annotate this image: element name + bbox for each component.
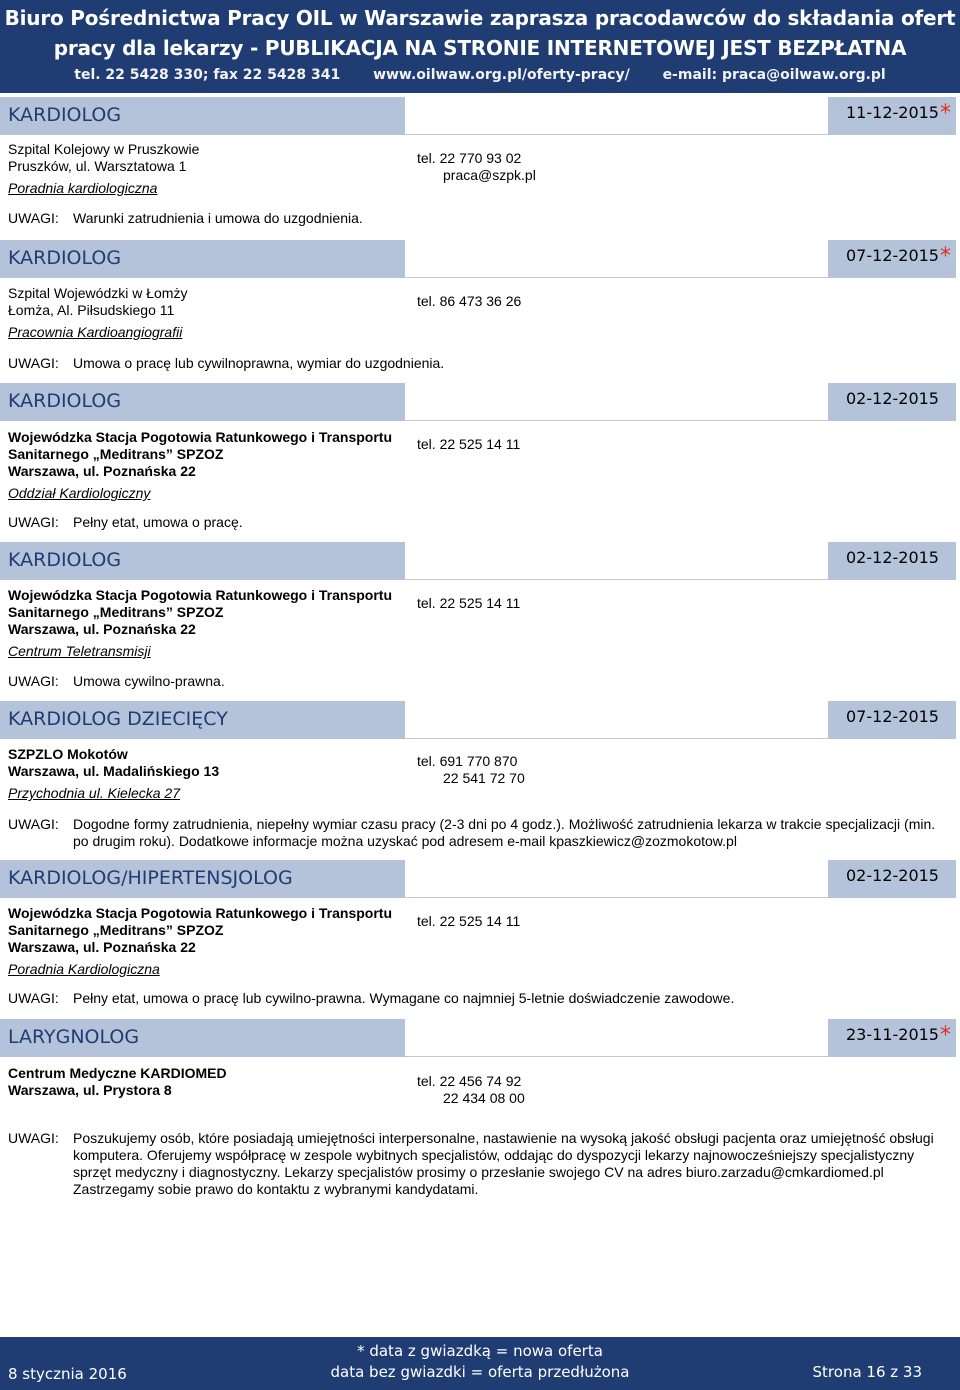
contact: [417, 595, 520, 612]
contact-email[interactable]: praca@szpk.pl: [443, 167, 536, 183]
page-footer: [0, 1337, 960, 1390]
department: Pracownia Kardioangiografii: [8, 324, 183, 340]
contact: [417, 293, 521, 310]
offer-date-text: 07-12-2015: [846, 246, 939, 265]
contact: [417, 913, 520, 930]
legend-old: data bez gwiazdki = oferta przedłużona: [330, 1363, 630, 1381]
employer-line: Sanitarnego „Meditrans” SPZOZ: [8, 922, 224, 938]
contact-phone: tel. 22 525 14 11: [417, 913, 521, 929]
divider: [405, 1056, 828, 1057]
new-offer-star-icon: *: [940, 1023, 951, 1048]
uwagi-text: Poszukujemy osób, które posiadają umiejętności interpersonalne, nastawienie na wysoką jakość obsługi pacjenta oraz umiejętność obsługi komputera. Oferujemy współpracę w zespole wybitnych specjalistów, oddając do dyspozycji lekarzy najnowocześniejszy specjalistyczny sprzęt medyczny i diagnostyczny. Lekarzy specjalistów prosimy o przesłanie swojego CV na adres biuro.zarzadu@cmkardiomed.pl Zastrzegamy sobie prawo do kontaktu z wybranymi kandydatami.: [73, 1130, 934, 1197]
header-email[interactable]: e-mail: praca@oilwaw.org.pl: [662, 67, 886, 83]
offer-date: [828, 383, 956, 421]
divider: [405, 134, 828, 135]
uwagi-text: Dogodne formy zatrudnienia, niepełny wymiar czasu pracy (2-3 dni po 4 godz.). Możliwość zatrudnienia lekarza w trakcie specjalizacji (min. po drugim roku). Dodatkowe informacje można uzyskać pod adresem e-mail kpaszkiewicz@zozmokotow.pl: [73, 816, 936, 849]
page-number: Strona 16 z 33: [812, 1363, 922, 1381]
offer-date: [828, 1019, 956, 1057]
footer-date: 8 stycznia 2016: [8, 1365, 127, 1383]
header-line-1: Biuro Pośrednictwa Pracy OIL w Warszawie zaprasza pracodawców do składania ofert: [4, 6, 956, 30]
employer-line: Łomża, Al. Piłsudskiego 11: [8, 302, 175, 318]
divider: [405, 738, 828, 739]
offer-date-text: 02-12-2015: [846, 548, 939, 567]
divider: [405, 277, 828, 278]
employer-line: Warszawa, ul. Prystora 8: [8, 1082, 172, 1098]
uwagi-text: Warunki zatrudnienia i umowa do uzgodnienia.: [73, 210, 363, 226]
new-offer-star-icon: *: [940, 101, 951, 126]
uwagi-label: UWAGI:: [8, 210, 59, 226]
contact: [417, 150, 536, 184]
employer-line: Szpital Wojewódzki w Łomży: [8, 285, 188, 301]
employer-line: SZPZLO Mokotów: [8, 746, 128, 762]
offer-date-text: 23-11-2015: [846, 1025, 939, 1044]
header-phone: tel. 22 5428 330; fax 22 5428 341: [74, 67, 341, 83]
offer-title: KARDIOLOG: [0, 240, 405, 278]
uwagi-text: Umowa cywilno-prawna.: [73, 673, 225, 689]
uwagi-text: Pełny etat, umowa o pracę.: [73, 514, 243, 530]
department: Oddział Kardiologiczny: [8, 485, 151, 501]
offer-date: [828, 97, 956, 135]
contact-phone: tel. 22 456 74 92: [417, 1073, 522, 1089]
legend-new: * data z gwiazdką = nowa oferta: [357, 1342, 603, 1360]
employer-line: Warszawa, ul. Poznańska 22: [8, 621, 196, 637]
uwagi-label: UWAGI:: [8, 355, 59, 371]
divider: [405, 579, 828, 580]
uwagi-label: UWAGI:: [8, 816, 59, 832]
contact: [417, 436, 520, 453]
new-offer-star-icon: *: [940, 244, 951, 269]
header-contact: [0, 67, 960, 83]
offer-title: KARDIOLOG/HIPERTENSJOLOG: [0, 860, 405, 898]
contact-phone: tel. 22 525 14 11: [417, 595, 521, 611]
contact-phone-2: 22 541 72 70: [443, 770, 525, 786]
offer-date-text: 02-12-2015: [846, 866, 939, 885]
contact-phone: tel. 22 525 14 11: [417, 436, 521, 452]
department: Przychodnia ul. Kielecka 27: [8, 785, 180, 801]
offer-date-text: 11-12-2015: [846, 103, 939, 122]
employer-line: Sanitarnego „Meditrans” SPZOZ: [8, 604, 224, 620]
offer-title: KARDIOLOG DZIECIĘCY: [0, 701, 405, 739]
offer-title: KARDIOLOG: [0, 542, 405, 580]
uwagi-text: Umowa o pracę lub cywilnoprawna, wymiar do uzgodnienia.: [73, 355, 445, 371]
offer-date-text: 07-12-2015: [846, 707, 939, 726]
contact-phone: tel. 22 770 93 02: [417, 150, 522, 166]
employer-line: Warszawa, ul. Poznańska 22: [8, 463, 196, 479]
uwagi-label: UWAGI:: [8, 514, 59, 530]
contact: [417, 753, 525, 787]
employer-line: Wojewódzka Stacja Pogotowia Ratunkowego i Transportu: [8, 587, 393, 603]
employer-line: Centrum Medyczne KARDIOMED: [8, 1065, 227, 1081]
divider: [405, 897, 828, 898]
uwagi-label: UWAGI:: [8, 990, 59, 1006]
divider: [405, 420, 828, 421]
offer-date: [828, 860, 956, 898]
offer-date-text: 02-12-2015: [846, 389, 939, 408]
header-website[interactable]: www.oilwaw.org.pl/oferty-pracy/: [373, 67, 630, 83]
header-line-2: pracy dla lekarzy - PUBLIKACJA NA STRONIE INTERNETOWEJ JEST BEZPŁATNA: [53, 36, 907, 60]
employer-line: Warszawa, ul. Madalińskiego 13: [8, 763, 220, 779]
contact-phone: tel. 86 473 36 26: [417, 293, 522, 309]
offer-title: LARYGNOLOG: [0, 1019, 405, 1057]
uwagi-label: UWAGI:: [8, 1130, 59, 1146]
employer-line: Pruszków, ul. Warsztatowa 1: [8, 158, 187, 174]
contact: [417, 1073, 525, 1107]
contact-phone-2: 22 434 08 00: [443, 1090, 525, 1106]
employer-line: Wojewódzka Stacja Pogotowia Ratunkowego i Transportu: [8, 429, 393, 445]
offer-date: [828, 240, 956, 278]
employer-line: Szpital Kolejowy w Pruszkowie: [8, 141, 200, 157]
department: Poradnia Kardiologiczna: [8, 961, 160, 977]
department: Poradnia kardiologiczna: [8, 180, 158, 196]
offer-title: KARDIOLOG: [0, 97, 405, 135]
employer-line: Warszawa, ul. Poznańska 22: [8, 939, 196, 955]
contact-phone: tel. 691 770 870: [417, 753, 518, 769]
page-header: [0, 0, 960, 93]
employer-line: Sanitarnego „Meditrans” SPZOZ: [8, 446, 224, 462]
uwagi-label: UWAGI:: [8, 673, 59, 689]
uwagi-text: Pełny etat, umowa o pracę lub cywilno-prawna. Wymagane co najmniej 5-letnie doświadczenie zawodowe.: [73, 990, 735, 1006]
employer-line: Wojewódzka Stacja Pogotowia Ratunkowego i Transportu: [8, 905, 393, 921]
department: Centrum Teletransmisji: [8, 643, 151, 659]
offer-title: KARDIOLOG: [0, 383, 405, 421]
offer-date: [828, 542, 956, 580]
offer-date: [828, 701, 956, 739]
